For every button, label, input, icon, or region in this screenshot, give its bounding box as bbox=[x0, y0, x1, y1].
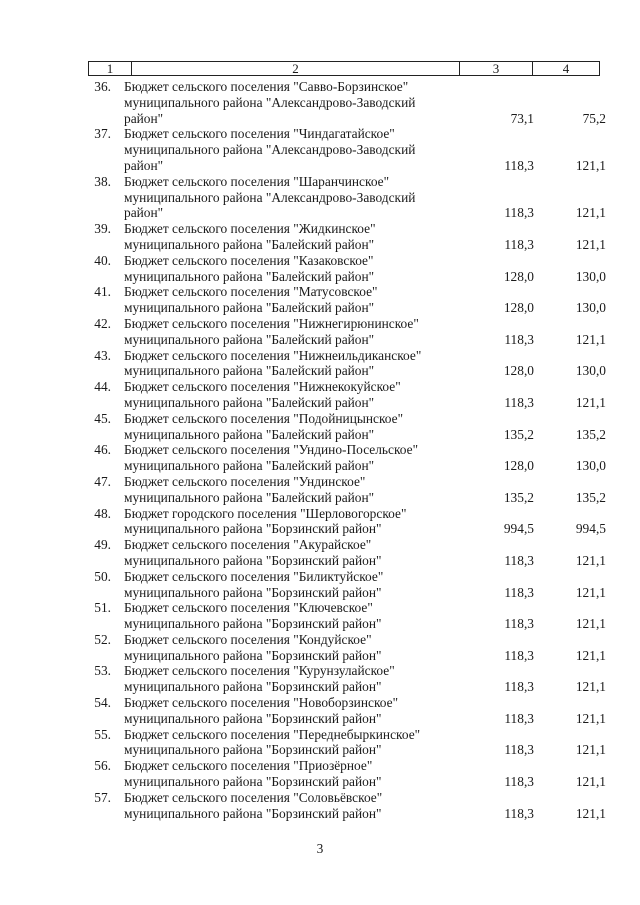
budget-name-line: район" bbox=[124, 110, 164, 126]
budget-name-line: район" bbox=[124, 157, 164, 173]
table-row bbox=[0, 790, 640, 822]
budget-name-line: Бюджет сельского поселения "Савво-Борзинское" bbox=[124, 79, 409, 94]
budget-name-line: муниципального района "Балейский район" bbox=[124, 363, 375, 379]
value-col-3: 118,3 bbox=[504, 394, 534, 410]
table-row bbox=[0, 474, 640, 506]
table-row bbox=[0, 284, 640, 316]
row-number: 48. bbox=[94, 505, 111, 521]
value-col-4: 135,2 bbox=[575, 489, 606, 505]
budget-name bbox=[124, 126, 464, 173]
value-col-4: 121,1 bbox=[575, 774, 606, 790]
value-col-4: 121,1 bbox=[575, 205, 606, 221]
row-number: 49. bbox=[94, 537, 111, 553]
budget-name bbox=[124, 727, 464, 759]
budget-name-line: муниципального района "Борзинский район" bbox=[124, 584, 382, 600]
value-col-3: 128,0 bbox=[503, 268, 534, 284]
budget-name bbox=[124, 474, 464, 506]
row-number: 57. bbox=[94, 789, 111, 805]
budget-name-line: Бюджет сельского поселения "Кондуйское" bbox=[124, 631, 372, 647]
value-col-3: 118,3 bbox=[504, 679, 534, 695]
table-row bbox=[0, 316, 640, 348]
value-col-3: 118,3 bbox=[504, 647, 534, 663]
budget-name-line: Бюджет сельского поселения "Чиндагатайское" bbox=[124, 126, 395, 142]
value-col-3: 118,3 bbox=[504, 236, 534, 252]
budget-name-line: Бюджет сельского поселения "Ундино-Посельское" bbox=[124, 442, 419, 458]
value-col-4: 121,1 bbox=[575, 552, 606, 568]
value-col-4: 130,0 bbox=[575, 300, 606, 316]
value-col-4: 121,1 bbox=[575, 679, 606, 695]
row-number: 55. bbox=[94, 726, 111, 742]
budget-name-line: муниципального района "Борзинский район" bbox=[124, 710, 382, 726]
table-row bbox=[0, 126, 640, 173]
budget-name bbox=[124, 316, 464, 348]
budget-name-line: Бюджет сельского поселения "Соловьёвское" bbox=[124, 789, 383, 805]
value-col-4: 121,1 bbox=[575, 157, 606, 173]
value-col-3: 128,0 bbox=[503, 363, 534, 379]
budget-name bbox=[124, 506, 464, 538]
value-col-4: 121,1 bbox=[575, 331, 606, 347]
row-number: 53. bbox=[94, 663, 111, 679]
budget-name-line: муниципального района "Александрово-Заводский bbox=[124, 94, 416, 110]
budget-name-line: Бюджет сельского поселения "Ундинское" bbox=[124, 473, 366, 489]
budget-name bbox=[124, 253, 464, 285]
header-col-2: 2 bbox=[131, 62, 459, 75]
budget-name bbox=[124, 411, 464, 443]
value-col-3: 118,3 bbox=[504, 205, 534, 221]
row-number: 47. bbox=[94, 473, 111, 489]
budget-name-line: Бюджет сельского поселения "Нижнегирюнинское" bbox=[124, 315, 419, 331]
budget-name-line: Бюджет сельского поселения "Переднебыркинское" bbox=[124, 726, 421, 742]
value-col-3: 118,3 bbox=[504, 584, 534, 600]
value-col-4: 130,0 bbox=[575, 458, 606, 474]
table-body bbox=[0, 79, 640, 821]
budget-name bbox=[124, 758, 464, 790]
budget-name bbox=[124, 221, 464, 253]
value-col-4: 994,5 bbox=[575, 521, 606, 537]
row-number: 37. bbox=[94, 126, 111, 142]
budget-name-line: район" bbox=[124, 205, 164, 221]
value-col-4: 121,1 bbox=[575, 710, 606, 726]
table-row bbox=[0, 411, 640, 443]
value-col-4: 121,1 bbox=[575, 584, 606, 600]
budget-name-line: муниципального района "Балейский район" bbox=[124, 394, 375, 410]
value-col-4: 121,1 bbox=[575, 647, 606, 663]
budget-name-line: Бюджет сельского поселения "Подойницынское" bbox=[124, 410, 404, 426]
table-row bbox=[0, 221, 640, 253]
table-row bbox=[0, 600, 640, 632]
row-number: 40. bbox=[94, 252, 111, 268]
table-row bbox=[0, 253, 640, 285]
budget-name-line: муниципального района "Александрово-Заводский bbox=[124, 189, 416, 205]
value-col-4: 121,1 bbox=[575, 616, 606, 632]
table-row bbox=[0, 632, 640, 664]
table-row bbox=[0, 348, 640, 380]
value-col-4: 121,1 bbox=[575, 805, 606, 821]
budget-name bbox=[124, 379, 464, 411]
row-number: 54. bbox=[94, 695, 111, 711]
value-col-3: 135,2 bbox=[503, 489, 534, 505]
value-col-3: 118,3 bbox=[504, 774, 534, 790]
budget-name bbox=[124, 537, 464, 569]
budget-name-line: муниципального района "Борзинский район" bbox=[124, 616, 382, 632]
row-number: 39. bbox=[94, 221, 111, 237]
budget-name bbox=[124, 632, 464, 664]
budget-name bbox=[124, 174, 464, 221]
row-number: 43. bbox=[94, 347, 111, 363]
budget-name-line: Бюджет городского поселения "Шерловогорское" bbox=[124, 505, 407, 521]
value-col-4: 135,2 bbox=[575, 426, 606, 442]
row-number: 50. bbox=[94, 568, 111, 584]
table-row bbox=[0, 569, 640, 601]
table-row bbox=[0, 79, 640, 126]
budget-name-line: муниципального района "Борзинский район" bbox=[124, 742, 382, 758]
budget-name bbox=[124, 663, 464, 695]
value-col-3: 118,3 bbox=[504, 552, 534, 568]
table-header-row bbox=[88, 61, 600, 76]
budget-name-line: муниципального района "Борзинский район" bbox=[124, 679, 382, 695]
budget-name-line: Бюджет сельского поселения "Шаранчинское" bbox=[124, 173, 390, 189]
budget-name-line: муниципального района "Борзинский район" bbox=[124, 805, 382, 821]
row-number: 51. bbox=[94, 600, 111, 616]
table-row bbox=[0, 537, 640, 569]
value-col-4: 121,1 bbox=[575, 394, 606, 410]
row-number: 41. bbox=[94, 284, 111, 300]
value-col-3: 128,0 bbox=[503, 458, 534, 474]
table-row bbox=[0, 174, 640, 221]
budget-name-line: Бюджет сельского поселения "Новоборзинское" bbox=[124, 695, 399, 711]
budget-name bbox=[124, 442, 464, 474]
budget-name-line: Бюджет сельского поселения "Приозёрное" bbox=[124, 758, 373, 774]
budget-name bbox=[124, 569, 464, 601]
row-number: 56. bbox=[94, 758, 111, 774]
row-number: 45. bbox=[94, 410, 111, 426]
budget-name-line: муниципального района "Балейский район" bbox=[124, 268, 375, 284]
budget-name-line: Бюджет сельского поселения "Нижнеильдиканское" bbox=[124, 347, 422, 363]
value-col-3: 128,0 bbox=[503, 300, 534, 316]
value-col-3: 118,3 bbox=[504, 616, 534, 632]
budget-name bbox=[124, 600, 464, 632]
table-row bbox=[0, 442, 640, 474]
row-number: 36. bbox=[94, 79, 111, 94]
budget-name-line: Бюджет сельского поселения "Биликтуйское" bbox=[124, 568, 384, 584]
value-col-3: 135,2 bbox=[503, 426, 534, 442]
value-col-3: 73,1 bbox=[510, 110, 534, 126]
budget-name-line: Бюджет сельского поселения "Ключевское" bbox=[124, 600, 373, 616]
value-col-4: 130,0 bbox=[575, 363, 606, 379]
budget-name-line: Бюджет сельского поселения "Казаковское" bbox=[124, 252, 374, 268]
budget-name bbox=[124, 79, 464, 126]
value-col-3: 118,3 bbox=[504, 710, 534, 726]
budget-name bbox=[124, 695, 464, 727]
budget-name bbox=[124, 284, 464, 316]
budget-name-line: муниципального района "Балейский район" bbox=[124, 236, 375, 252]
value-col-3: 994,5 bbox=[503, 521, 534, 537]
table-row bbox=[0, 663, 640, 695]
budget-name-line: муниципального района "Борзинский район" bbox=[124, 552, 382, 568]
value-col-4: 75,2 bbox=[582, 110, 606, 126]
value-col-3: 118,3 bbox=[504, 331, 534, 347]
budget-name-line: муниципального района "Борзинский район" bbox=[124, 647, 382, 663]
budget-name-line: Бюджет сельского поселения "Нижнекокуйское" bbox=[124, 379, 401, 395]
table-row bbox=[0, 695, 640, 727]
row-number: 52. bbox=[94, 631, 111, 647]
budget-name-line: Бюджет сельского поселения "Матусовское" bbox=[124, 284, 378, 300]
value-col-3: 118,3 bbox=[504, 157, 534, 173]
row-number: 46. bbox=[94, 442, 111, 458]
budget-name bbox=[124, 790, 464, 822]
budget-name-line: Бюджет сельского поселения "Акурайское" bbox=[124, 537, 372, 553]
budget-name-line: муниципального района "Балейский район" bbox=[124, 458, 375, 474]
budget-name bbox=[124, 348, 464, 380]
budget-name-line: муниципального района "Балейский район" bbox=[124, 426, 375, 442]
budget-name-line: муниципального района "Балейский район" bbox=[124, 331, 375, 347]
budget-name-line: муниципального района "Борзинский район" bbox=[124, 521, 382, 537]
table-row bbox=[0, 758, 640, 790]
row-number: 38. bbox=[94, 173, 111, 189]
budget-name-line: Бюджет сельского поселения "Курунзулайское" bbox=[124, 663, 395, 679]
header-col-3: 3 bbox=[459, 62, 532, 75]
budget-name-line: муниципального района "Борзинский район" bbox=[124, 774, 382, 790]
table-row bbox=[0, 506, 640, 538]
budget-name-line: муниципального района "Александрово-Заводский bbox=[124, 142, 416, 158]
value-col-4: 121,1 bbox=[575, 742, 606, 758]
value-col-3: 118,3 bbox=[504, 742, 534, 758]
value-col-4: 130,0 bbox=[575, 268, 606, 284]
header-col-1: 1 bbox=[106, 61, 114, 76]
table-row bbox=[0, 727, 640, 759]
row-number: 44. bbox=[94, 379, 111, 395]
budget-name-line: муниципального района "Балейский район" bbox=[124, 300, 375, 316]
value-col-4: 121,1 bbox=[575, 236, 606, 252]
budget-name-line: Бюджет сельского поселения "Жидкинское" bbox=[124, 221, 376, 237]
page-number: 3 bbox=[316, 841, 324, 856]
header-col-4: 4 bbox=[532, 62, 599, 75]
value-col-3: 118,3 bbox=[504, 805, 534, 821]
budget-name-line: муниципального района "Балейский район" bbox=[124, 489, 375, 505]
row-number: 42. bbox=[94, 315, 111, 331]
table-row bbox=[0, 379, 640, 411]
